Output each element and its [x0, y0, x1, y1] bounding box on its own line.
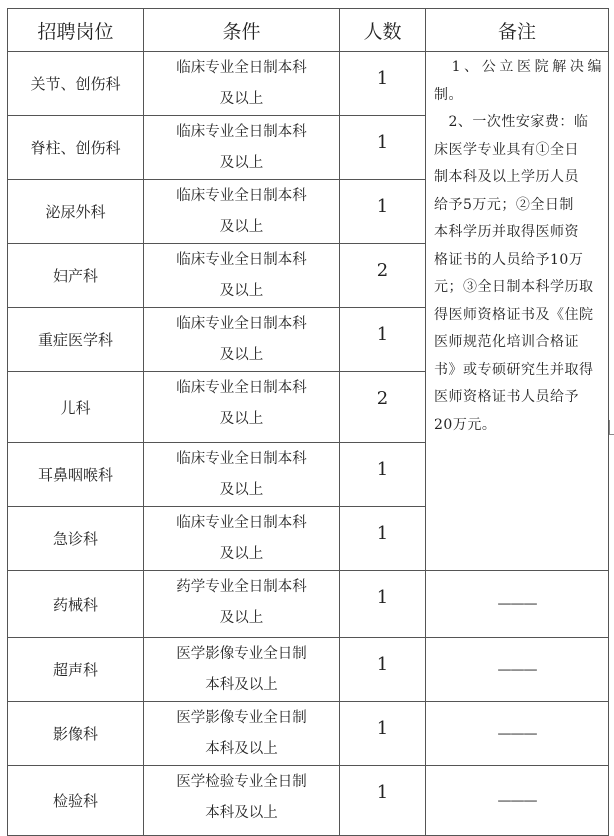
condition-cell — [144, 443, 340, 507]
condition-line: 及以上 — [219, 411, 264, 427]
condition-line: 临床专业全日制本科 — [176, 451, 307, 467]
condition-line: 及以上 — [219, 219, 264, 235]
condition-line: 及以上 — [219, 610, 264, 626]
table-row — [8, 638, 609, 702]
condition-line: 及以上 — [219, 482, 264, 498]
position-cell: 脊柱、创伤科 — [8, 116, 144, 180]
condition-line: 及以上 — [219, 283, 264, 299]
condition-line: 医学影像专业全日制 — [176, 710, 307, 726]
remark-line: 格证书的人员给予10万 — [434, 251, 584, 268]
count-cell: 1 — [340, 638, 426, 702]
table-row — [8, 571, 609, 638]
position-cell: 关节、创伤科 — [8, 52, 144, 116]
remark-line: 2、一次性安家费：临 — [434, 114, 589, 130]
condition-line: 临床专业全日制本科 — [176, 124, 307, 140]
position-cell: 耳鼻咽喉科 — [8, 443, 144, 507]
position-cell: 泌尿外科 — [8, 180, 144, 244]
header-position: 招聘岗位 — [8, 9, 144, 52]
condition-line: 医学检验专业全日制 — [176, 774, 307, 790]
condition-line: 本科及以上 — [205, 677, 278, 693]
condition-line: 及以上 — [219, 347, 264, 363]
condition-line: 及以上 — [219, 91, 264, 107]
condition-cell — [144, 244, 340, 308]
condition-line: 临床专业全日制本科 — [176, 188, 307, 204]
condition-cell — [144, 52, 340, 116]
remark-line: 20万元。 — [434, 416, 497, 433]
margin-mark — [609, 420, 614, 435]
condition-line: 临床专业全日制本科 — [176, 252, 307, 268]
remark-dash: ——— — [426, 638, 609, 702]
remark-line: 1、公立医院解决编制。 — [434, 59, 602, 103]
condition-line: 本科及以上 — [205, 741, 278, 757]
count-cell: 1 — [340, 308, 426, 372]
condition-line: 药学专业全日制本科 — [176, 579, 307, 595]
header-remarks: 备注 — [426, 9, 609, 52]
condition-cell — [144, 308, 340, 372]
remarks-cell — [426, 52, 609, 571]
count-cell: 1 — [340, 116, 426, 180]
count-cell: 1 — [340, 766, 426, 836]
position-cell: 急诊科 — [8, 507, 144, 571]
condition-cell — [144, 116, 340, 180]
table-row — [8, 702, 609, 766]
count-cell: 2 — [340, 372, 426, 443]
count-cell: 1 — [340, 571, 426, 638]
recruitment-table — [7, 8, 609, 836]
remark-dash: ——— — [426, 702, 609, 766]
position-cell: 超声科 — [8, 638, 144, 702]
condition-line: 临床专业全日制本科 — [176, 515, 307, 531]
condition-cell — [144, 372, 340, 443]
count-cell: 1 — [340, 52, 426, 116]
position-cell: 重症医学科 — [8, 308, 144, 372]
position-cell: 影像科 — [8, 702, 144, 766]
table-row — [8, 52, 609, 116]
remark-line: 本科学历并取得医师资 — [434, 224, 579, 240]
condition-cell — [144, 702, 340, 766]
condition-cell — [144, 766, 340, 836]
count-cell: 1 — [340, 180, 426, 244]
remark-line: 书》或专硕研究生并取得 — [434, 361, 594, 378]
condition-cell — [144, 180, 340, 244]
remark-line: 制本科及以上学历人员 — [434, 169, 579, 185]
condition-line: 及以上 — [219, 546, 264, 562]
remark-line: 元；③全日制本科学历取 — [434, 279, 594, 295]
remark-line: 给予5万元；②全日制 — [434, 196, 574, 213]
count-cell: 1 — [340, 507, 426, 571]
position-cell: 药械科 — [8, 571, 144, 638]
remark-line: 床医学专业具有①全日 — [434, 141, 579, 158]
remark-line: 医师资格证书人员给予 — [434, 389, 579, 405]
count-cell: 1 — [340, 702, 426, 766]
header-row — [8, 9, 609, 52]
condition-line: 本科及以上 — [205, 805, 278, 821]
position-cell: 检验科 — [8, 766, 144, 836]
position-cell: 儿科 — [8, 372, 144, 443]
condition-cell — [144, 571, 340, 638]
condition-cell — [144, 507, 340, 571]
condition-cell — [144, 638, 340, 702]
count-cell: 2 — [340, 244, 426, 308]
condition-line: 临床专业全日制本科 — [176, 60, 307, 76]
header-count: 人数 — [340, 9, 426, 52]
header-condition: 条件 — [144, 9, 340, 52]
condition-line: 医学影像专业全日制 — [176, 646, 307, 662]
remark-line: 得医师资格证书及《住院 — [434, 306, 594, 323]
table-row — [8, 766, 609, 836]
condition-line: 临床专业全日制本科 — [176, 380, 307, 396]
condition-line: 及以上 — [219, 155, 264, 171]
count-cell: 1 — [340, 443, 426, 507]
condition-line: 临床专业全日制本科 — [176, 316, 307, 332]
remark-dash: ——— — [426, 571, 609, 638]
remark-line: 医师规范化培训合格证 — [434, 334, 579, 350]
remark-dash: ——— — [426, 766, 609, 836]
position-cell: 妇产科 — [8, 244, 144, 308]
